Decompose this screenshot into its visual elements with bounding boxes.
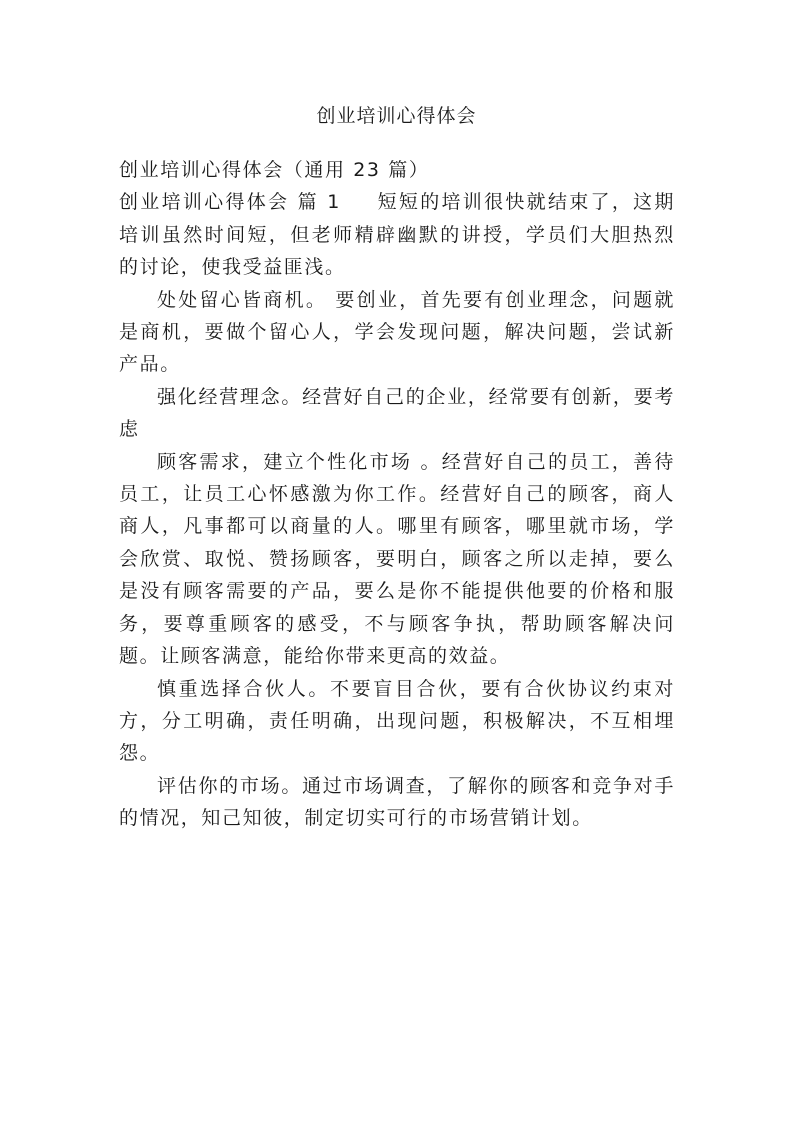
paragraph-first [119, 186, 675, 283]
paragraph: 顾客需求，建立个性化市场 。经营好自己的员工，善待员工，让员工心怀感激为你工作。经营好自己的顾客，商人商人，凡事都可以商量的人。哪里有顾客，哪里就市场，学会欣赏、取悦、赞扬顾客，要明白，顾客之所以走掉，要么是没有顾客需要的产品，要么是你不能提供他要的价格和服务，要尊重顾客的感受，不与顾客争执，帮助顾客解决问题。让顾客满意，能给你带来更高的效益。 [119, 450, 675, 668]
document-title: 创业培训心得体会 [316, 105, 477, 127]
document-body [119, 154, 675, 835]
paragraph: 处处留心皆商机。 要创业，首先要有创业理念，问题就是商机，要做个留心人，学会发现问题，解决问题，尝试新产品。 [119, 288, 675, 376]
paragraph: 强化经营理念。经营好自己的企业，经常要有创新，要考虑 [119, 385, 675, 441]
paragraph-text: 短短的培训很快就结束了，这期培训虽然时间短，但老师精辟幽默的讲授，学员们大胆热烈的讨论，使我受益匪浅。 [119, 191, 675, 279]
section-heading: 创业培训心得体会 篇 1 [119, 191, 341, 214]
paragraph: 评估你的市场。通过市场调查，了解你的顾客和竞争对手的情况，知己知彼，制定切实可行的市场营销计划。 [119, 774, 675, 830]
document-subtitle: 创业培训心得体会（通用 23 篇） [119, 159, 430, 181]
paragraph: 慎重选择合伙人。不要盲目合伙，要有合伙协议约束对方，分工明确，责任明确，出现问题，积极解决，不互相埋怨。 [119, 677, 675, 765]
